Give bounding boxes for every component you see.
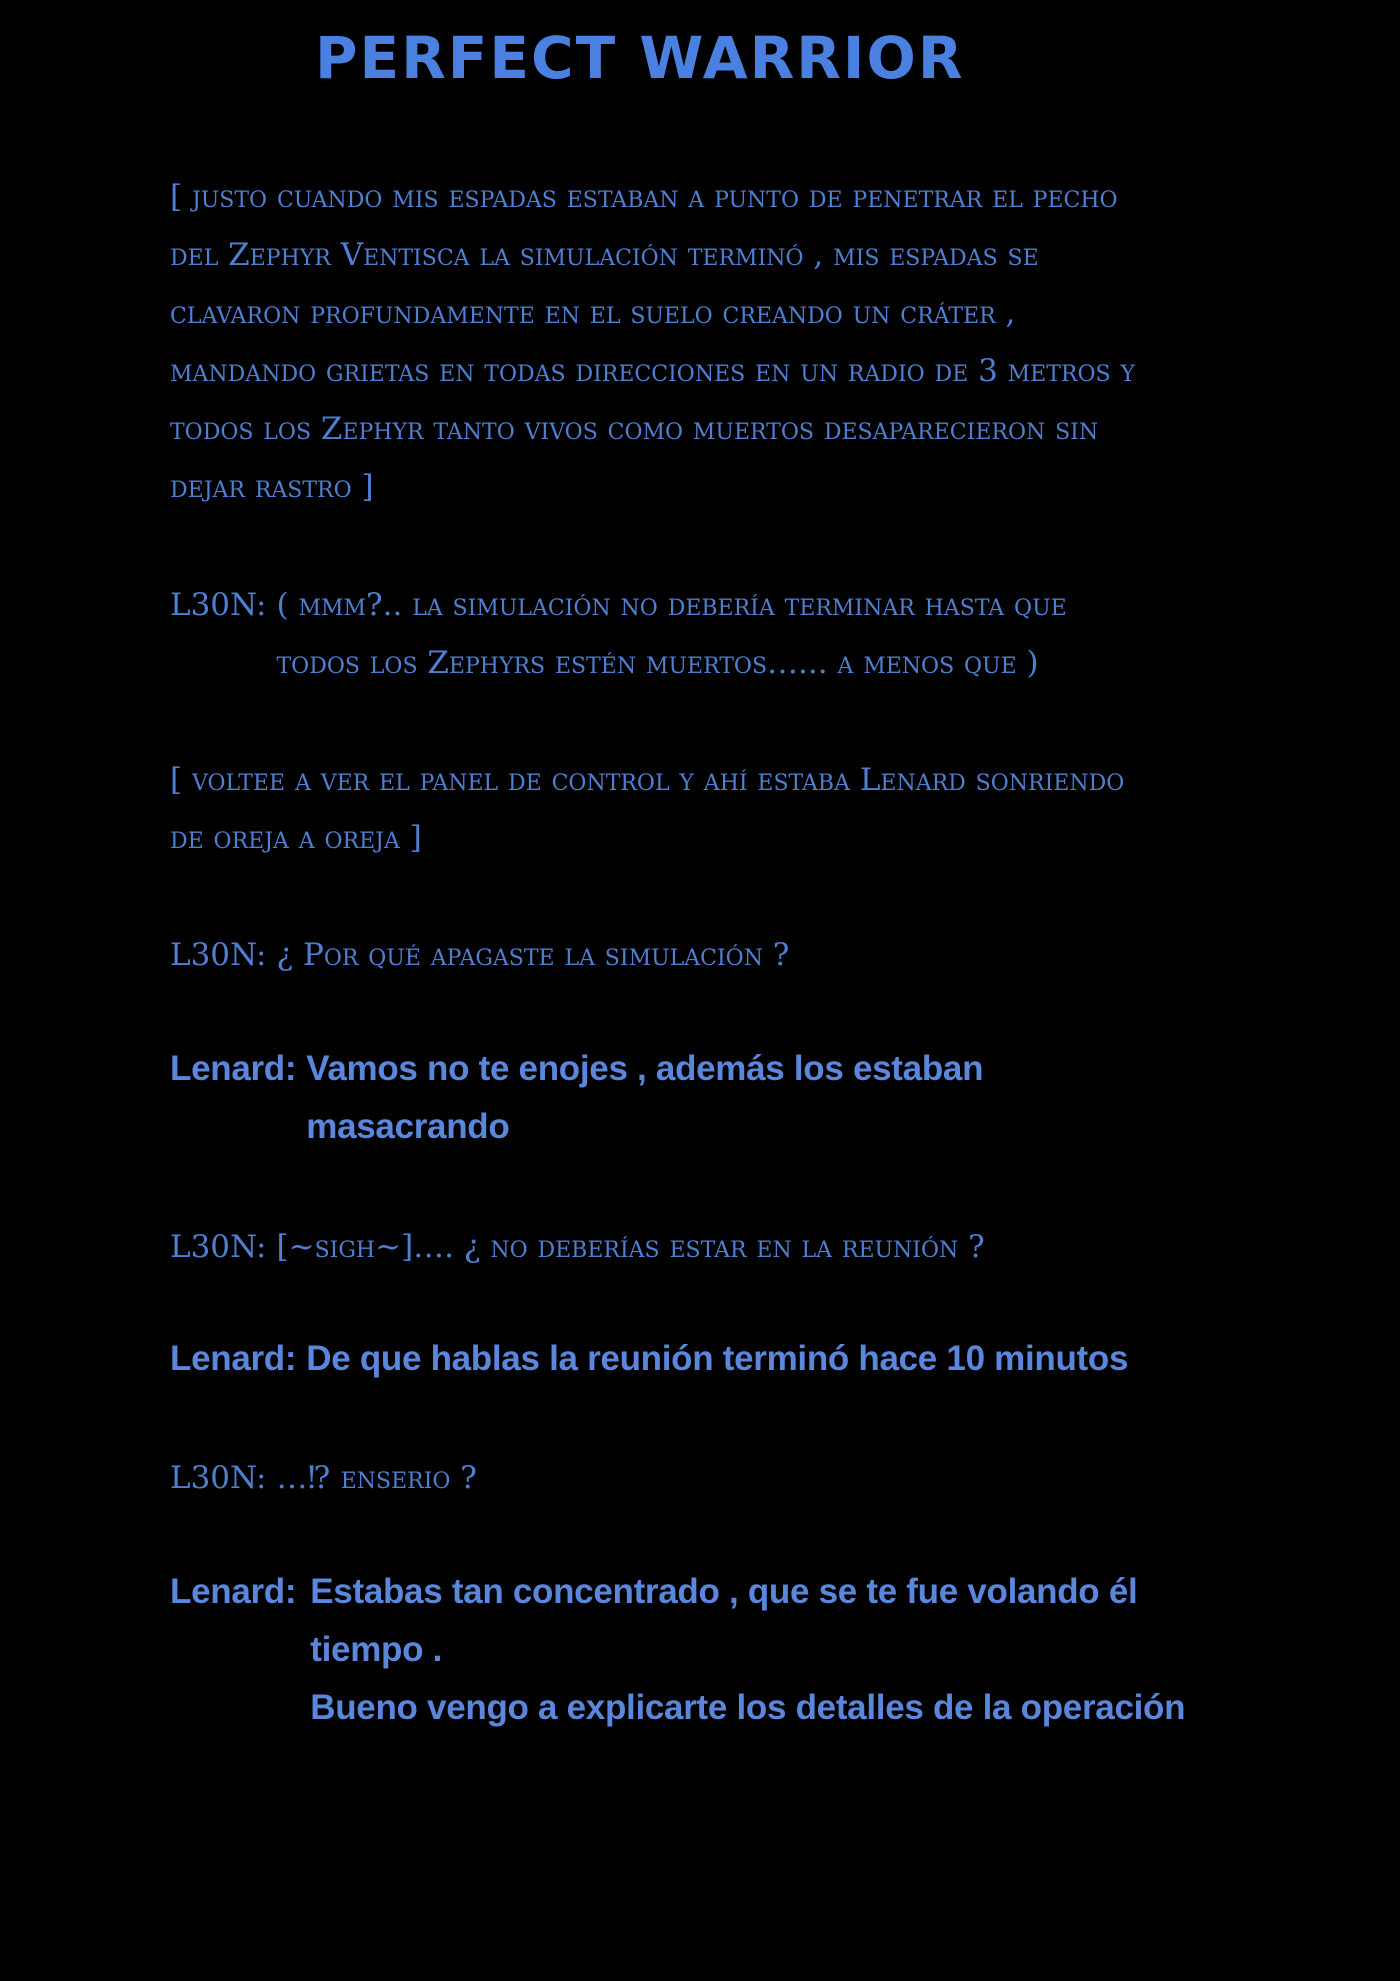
dialogue-line: …⁉ enserio ? (276, 1460, 477, 1496)
dialogue-line: Estabas tan concentrado , que se te fue volando él (310, 1572, 1138, 1611)
dialogue-l30n-3 (170, 1218, 1240, 1276)
narration-block-1 (170, 168, 1240, 516)
dialogue-lenard-3 (170, 1563, 1240, 1737)
dialogue-line: tiempo . (310, 1630, 443, 1669)
narration-line: clavaron profundamente en el suelo creando un cráter , (170, 295, 1016, 331)
dialogue-line: De que hablas la reunión terminó hace 10 minutos (306, 1339, 1129, 1378)
dialogue-lines (277, 576, 1241, 692)
dialogue-line: Bueno vengo a explicarte los detalles de la operación (310, 1688, 1186, 1727)
dialogue-line: [~sigh~]…. ¿ no deberías estar en la reunión ? (276, 1229, 985, 1265)
speaker-name: Lenard: (170, 1339, 297, 1378)
speaker-name: Lenard: (170, 1049, 297, 1088)
dialogue-line: Vamos no te enojes , además los estaban (306, 1049, 984, 1088)
speaker-name: L30N: (170, 937, 267, 973)
dialogue-lenard-2 (170, 1330, 1240, 1388)
dialogue-lenard-1 (170, 1040, 1240, 1156)
narration-line: mandando grietas en todas direcciones en un radio de 3 metros y (170, 353, 1135, 389)
page-title: PERFECT WARRIOR (315, 24, 965, 92)
speaker-name: L30N: (170, 1460, 267, 1496)
narration-line: [ voltee a ver el panel de control y ahí estaba Lenard sonriendo (170, 762, 1125, 798)
narration-line: todos los Zephyr tanto vivos como muertos desaparecieron sin (170, 411, 1099, 447)
dialogue-line: ( mmm?.. la simulación no debería terminar hasta que (276, 587, 1067, 623)
dialogue-lines (277, 926, 1241, 984)
narration-line: de oreja a oreja ] (170, 820, 422, 856)
dialogue-l30n-1 (170, 576, 1240, 692)
dialogue-lines (306, 1563, 1240, 1737)
speaker-name: L30N: (170, 1229, 267, 1265)
dialogue-lines (277, 1449, 1241, 1507)
speaker-name: Lenard: (170, 1572, 297, 1611)
dialogue-l30n-2 (170, 926, 1240, 984)
dialogue-line: todos los Zephyrs estén muertos…... a menos que ) (276, 645, 1039, 681)
dialogue-l30n-4 (170, 1449, 1240, 1507)
speaker-name: L30N: (170, 587, 267, 623)
narration-block-2 (170, 751, 1240, 867)
dialogue-lines (306, 1330, 1240, 1388)
dialogue-lines (306, 1040, 1240, 1156)
dialogue-lines (277, 1218, 1241, 1276)
narration-line: dejar rastro ] (170, 469, 374, 505)
narration-line: del Zephyr Ventisca la simulación terminó , mis espadas se (170, 237, 1039, 273)
narration-line: [ justo cuando mis espadas estaban a punto de penetrar el pecho (170, 179, 1118, 215)
dialogue-line: ¿ Por qué apagaste la simulación ? (276, 937, 790, 973)
dialogue-line: masacrando (306, 1107, 510, 1146)
